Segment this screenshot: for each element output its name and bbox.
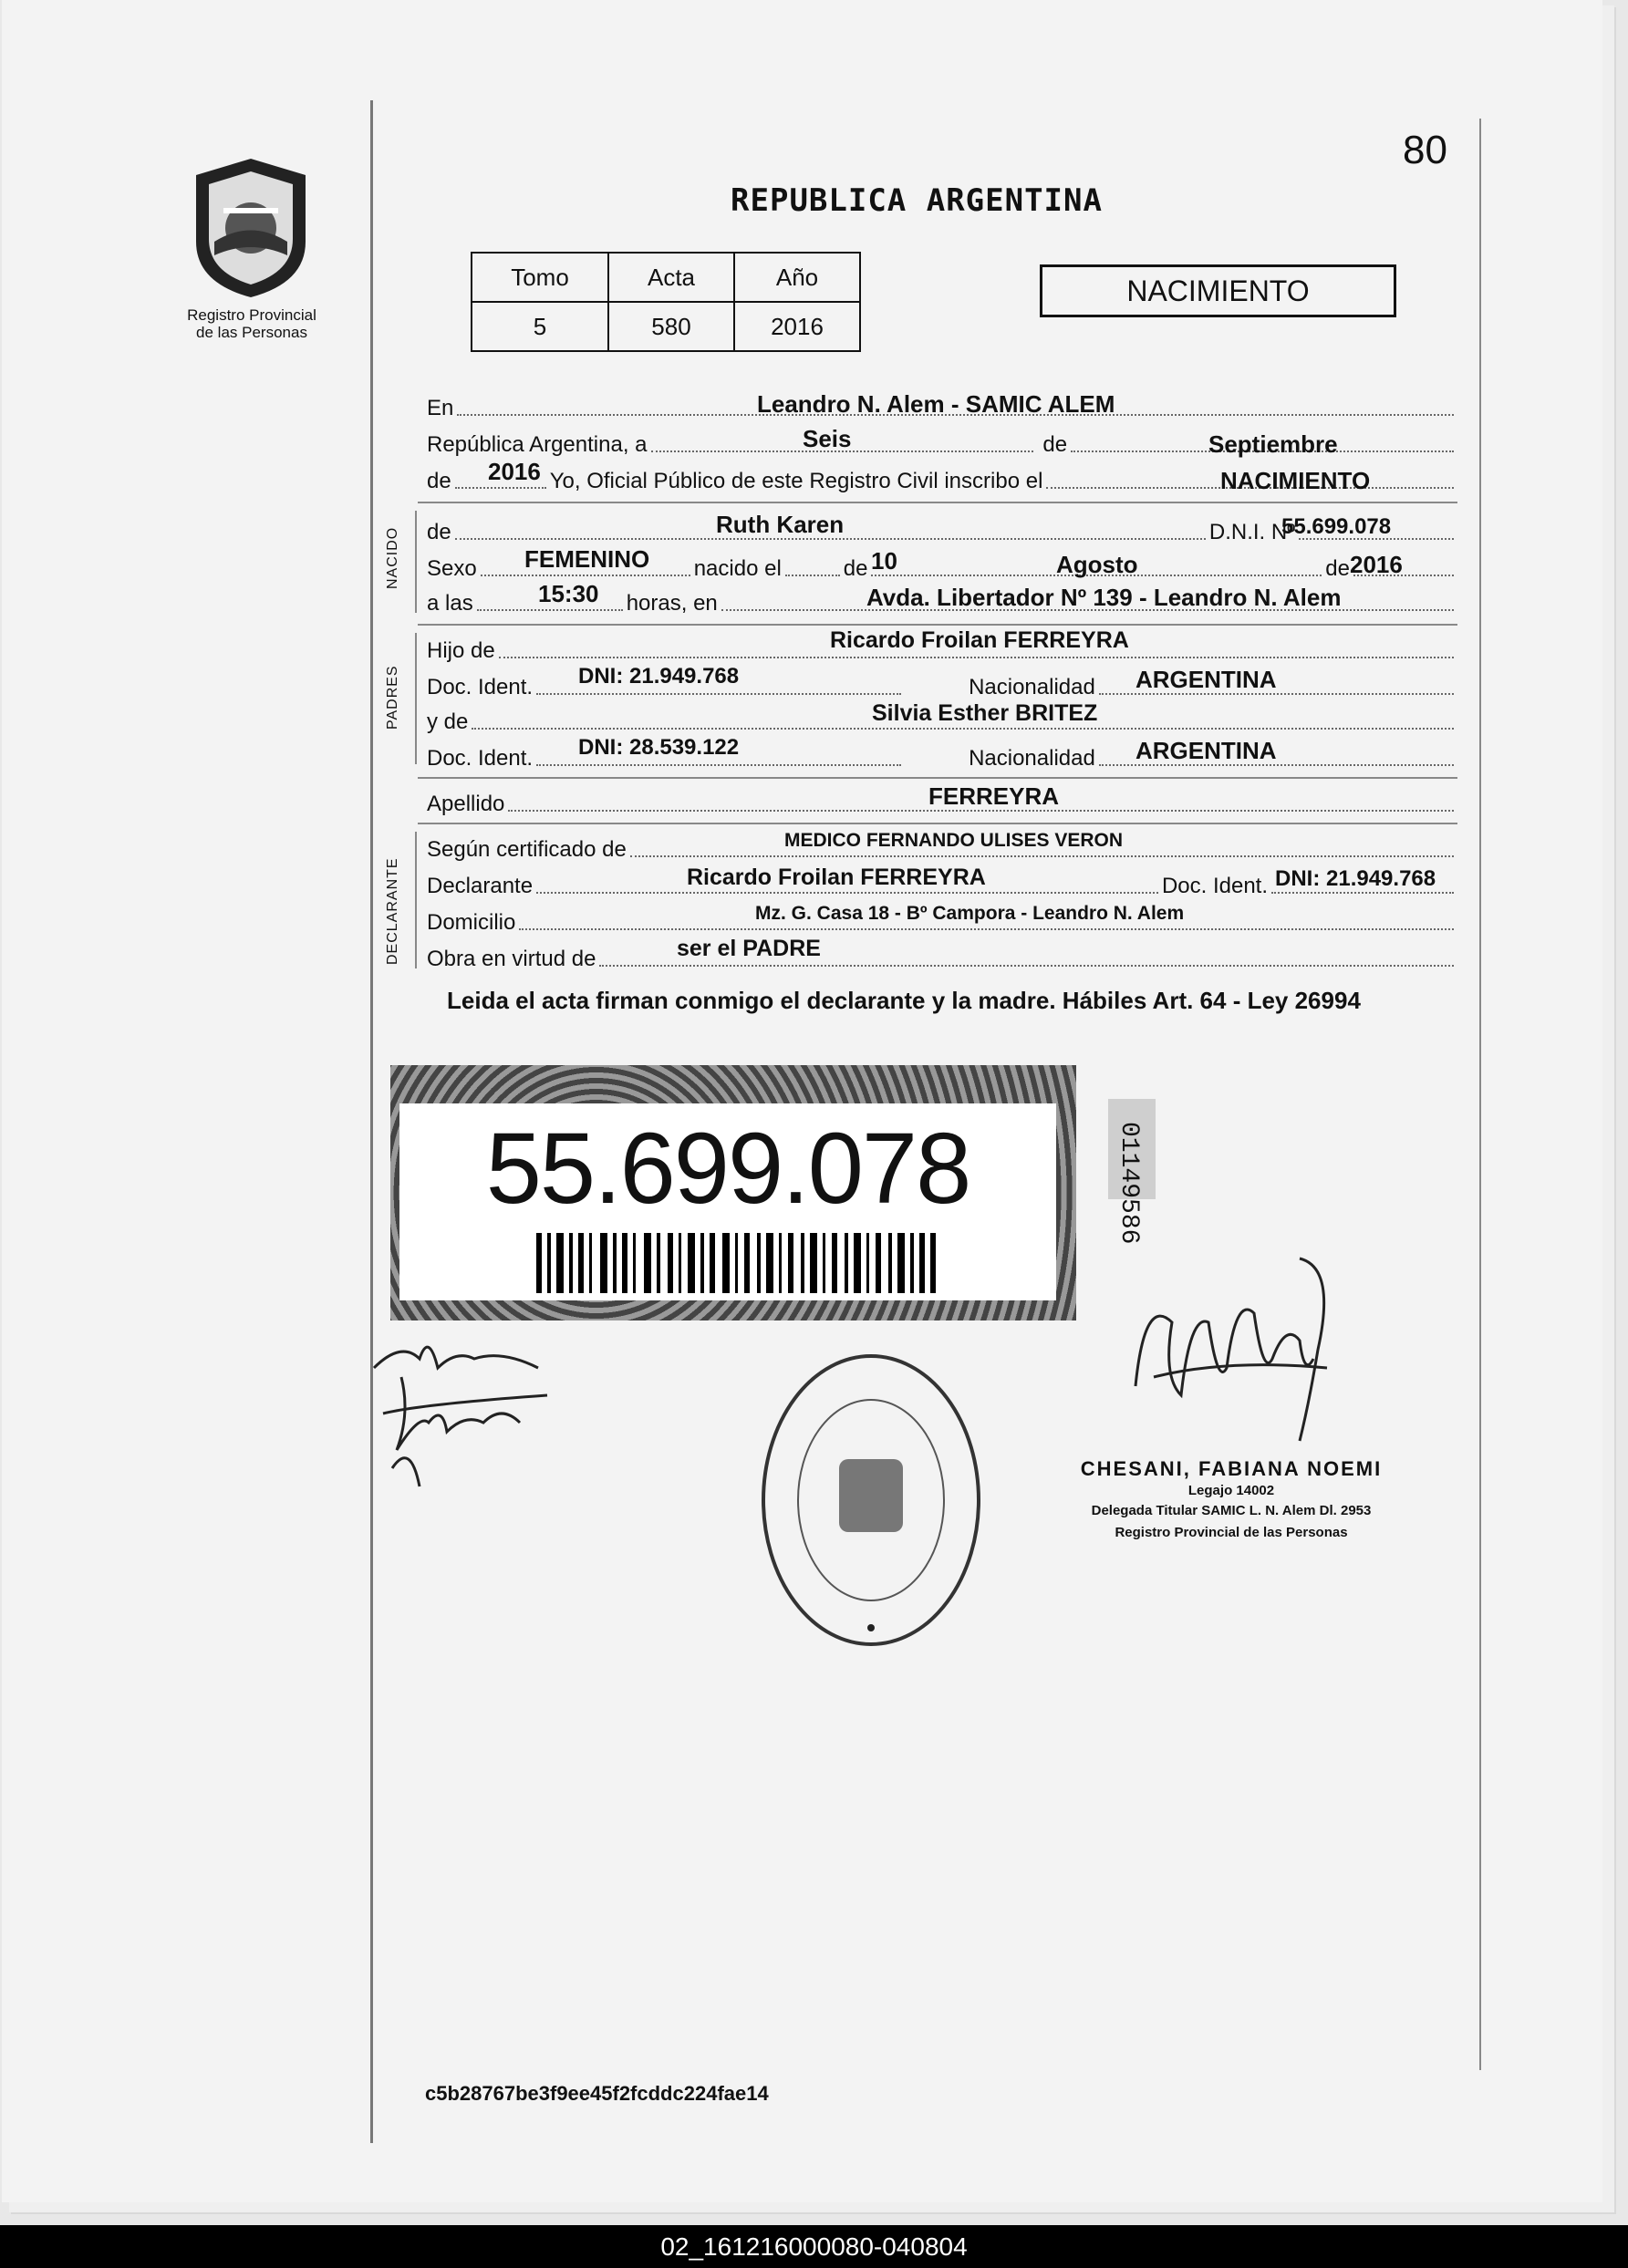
ref-header-tomo: Tomo (472, 253, 608, 302)
label-de-nacido: de (427, 520, 451, 544)
value-sexo: FEMENINO (524, 545, 650, 573)
section-label-nacido: NACIDO (385, 526, 400, 589)
ref-header-anio: Año (734, 253, 860, 302)
document-hash: c5b28767be3f9ee45f2fcddc224fae14 (425, 2082, 769, 2105)
label-en: En (427, 396, 454, 420)
value-declarante: Ricardo Froilan FERREYRA (687, 865, 986, 890)
label-domicilio: Domicilio (427, 910, 516, 935)
label-nacido-el: nacido el (693, 556, 782, 581)
registry-line-1: Registro Provincial (187, 306, 316, 324)
label-de-anio: de (427, 469, 451, 493)
official-registro: Registro Provincial de las Personas (1115, 1525, 1348, 1540)
registry-line-2: de las Personas (196, 324, 307, 341)
label-declarante-doc: Doc. Ident. (1161, 874, 1268, 898)
label-hijo-de: Hijo de (427, 638, 495, 663)
ref-value-acta: 580 (608, 302, 734, 351)
value-nac-dia: 10 (871, 547, 897, 575)
label-sexo: Sexo (427, 556, 477, 581)
row-obra (427, 941, 1457, 972)
value-apellido: FERREYRA (928, 782, 1060, 810)
record-type-box: NACIMIENTO (1040, 264, 1396, 317)
value-padre-doc: DNI: 21.949.768 (578, 664, 740, 689)
closing-note: Leida el acta firman conmigo el declarante y la madre. Hábiles Art. 64 - Ley 26994 (447, 987, 1361, 1014)
value-padre-nac: ARGENTINA (1135, 666, 1277, 693)
label-republica: República Argentina, a (427, 432, 648, 457)
registry-label (170, 306, 334, 341)
separator-3 (418, 777, 1457, 779)
official-legajo: Legajo 14002 (1187, 1483, 1275, 1498)
left-margin-line (370, 100, 373, 2143)
label-de-anio-nac: de (1325, 556, 1350, 581)
value-declarante-doc: DNI: 21.949.768 (1275, 866, 1436, 891)
serial-number: 01149586 (1115, 1122, 1143, 1245)
value-nac-anio: 2016 (1350, 551, 1403, 578)
label-declarante: Declarante (427, 874, 534, 898)
label-de: de (1042, 432, 1068, 457)
separator-2 (418, 624, 1457, 626)
footer-id: 02_161216000080-040804 (0, 2225, 1628, 2268)
label-yo: Yo, Oficial Público de este Registro Civil inscribo el (549, 469, 1043, 493)
value-anio: 2016 (488, 458, 541, 485)
ref-value-tomo: 5 (472, 302, 608, 351)
label-obra: Obra en virtud de (427, 947, 596, 971)
label-a-las: a las (427, 591, 473, 616)
reference-table (471, 252, 861, 352)
official-seal-icon (757, 1350, 985, 1651)
page-number: 80 (1403, 128, 1447, 172)
value-madre-nac: ARGENTINA (1135, 737, 1277, 764)
value-domicilio: Mz. G. Casa 18 - Bº Campora - Leandro N. Alem (755, 903, 1185, 924)
value-madre: Silvia Esther BRITEZ (872, 700, 1098, 726)
value-dni: 55.699.078 (1281, 514, 1392, 539)
right-margin-line (1479, 119, 1481, 2070)
barcode-label (399, 1103, 1056, 1300)
province-emblem-icon (187, 155, 315, 301)
label-y-de: y de (427, 709, 469, 734)
section-label-declarante: DECLARANTE (385, 857, 400, 965)
ref-value-anio: 2016 (734, 302, 860, 351)
barcode-number: 55.699.078 (485, 1113, 970, 1225)
value-mes: Septiembre (1208, 430, 1338, 458)
value-madre-doc: DNI: 28.539.122 (578, 735, 740, 760)
signature-left-icon (365, 1304, 565, 1505)
signature-right-icon (1117, 1240, 1345, 1459)
value-obra: ser el PADRE (677, 936, 821, 961)
separator-1 (418, 502, 1457, 503)
value-acto: NACIMIENTO (1220, 467, 1371, 494)
value-lugar-nac: Avda. Libertador Nº 139 - Leandro N. Alem (866, 584, 1342, 611)
document-title: REPUBLICA ARGENTINA (731, 182, 1103, 219)
value-certificado: MEDICO FERNANDO ULISES VERON (784, 830, 1124, 851)
value-nombre: Ruth Karen (716, 511, 845, 538)
label-padre-nacionalidad: Nacionalidad (969, 675, 1095, 699)
value-padre: Ricardo Froilan FERREYRA (830, 627, 1129, 653)
separator-4 (418, 823, 1457, 824)
label-apellido: Apellido (427, 792, 505, 816)
label-dni: D.N.I. Nº (1208, 520, 1295, 544)
value-lugar: Leandro N. Alem - SAMIC ALEM (757, 390, 1115, 418)
label-horas-en: horas, en (626, 591, 718, 616)
label-madre-doc: Doc. Ident. (427, 746, 534, 771)
label-padre-doc: Doc. Ident. (427, 675, 534, 699)
value-hora: 15:30 (538, 580, 599, 607)
barcode-icon (536, 1233, 938, 1293)
label-de-mes: de (843, 556, 868, 581)
official-name: CHESANI, FABIANA NOEMI (1080, 1457, 1383, 1480)
label-madre-nacionalidad: Nacionalidad (969, 746, 1095, 771)
value-nac-mes: Agosto (1056, 551, 1138, 578)
section-label-padres: PADRES (385, 665, 400, 730)
value-dia: Seis (803, 425, 852, 452)
ref-header-acta: Acta (608, 253, 734, 302)
official-cargo: Delegada Titular SAMIC L. N. Alem Dl. 2953 (1091, 1503, 1372, 1518)
label-segun-certificado: Según certificado de (427, 837, 627, 862)
